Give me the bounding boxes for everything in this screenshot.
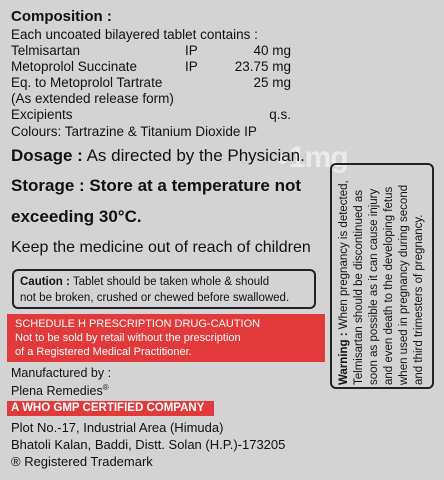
- warning-text: Warning : When pregnancy is detected, Telmisartan should be discontinued as soon as possible as it can cause injury and even death to the developing fetus when used in pregnancy during second and third trimesters of pregnancy.: [338, 180, 425, 385]
- caution-label: Caution :: [20, 276, 70, 288]
- colours-line: Colours: Tartrazine & Titanium Dioxide IP: [11, 124, 257, 139]
- composition-row-telmisartan: [11, 43, 291, 58]
- keep-out-of-reach: Keep the medicine out of reach of children: [11, 239, 311, 256]
- caution-line-2: not be broken, crushed or chewed before swallowed.: [20, 292, 290, 304]
- manufacturer-name: Plena Remedies®: [11, 383, 109, 399]
- storage-line-1: Storage : Store at a temperature not: [11, 176, 302, 195]
- registered-trademark: ® Registered Trademark: [11, 454, 153, 469]
- composition-row-tartrate: [11, 75, 291, 90]
- ingredient-amount: 25 mg: [253, 75, 291, 90]
- schedule-h-box: [7, 314, 325, 362]
- gmp-banner: A WHO GMP CERTIFIED COMPANY: [7, 401, 214, 416]
- ingredient-name: Eq. to Metoprolol Tartrate: [11, 75, 163, 90]
- manufactured-by: Manufactured by :: [11, 366, 112, 380]
- ingredient-grade: IP: [185, 43, 198, 58]
- composition-heading: Composition :: [11, 8, 112, 25]
- composition-row-metoprolol: [11, 59, 291, 74]
- dosage-line: [11, 146, 305, 166]
- registered-mark: ®: [102, 383, 109, 392]
- excipients-qty: q.s.: [269, 107, 291, 122]
- watermark: 1mg: [278, 141, 348, 175]
- schedule-line-3: of a Registered Medical Practitioner.: [15, 346, 192, 358]
- ingredient-amount: 40 mg: [253, 43, 291, 58]
- ingredient-name: Telmisartan: [11, 43, 81, 58]
- caution-box: [12, 269, 316, 309]
- ingredient-amount: 23.75 mg: [234, 59, 291, 74]
- warning-label: Warning :: [338, 332, 350, 385]
- ingredient-name: Metoprolol Succinate: [11, 59, 138, 74]
- dosage-label: Dosage :: [11, 146, 83, 165]
- excipients-row: [11, 107, 291, 122]
- release-note: (As extended release form): [11, 91, 174, 106]
- schedule-line-2: Not to be sold by retail without the prescription: [15, 332, 241, 344]
- ingredient-grade: IP: [185, 59, 198, 74]
- composition-intro: Each uncoated bilayered tablet contains :: [11, 27, 258, 42]
- address-line-2: Bhatoli Kalan, Baddi, Distt. Solan (H.P.)-173205: [11, 437, 286, 452]
- excipients-label: Excipients: [11, 107, 73, 122]
- caution-line-1: Caution : Tablet should be taken whole & should: [20, 276, 270, 288]
- schedule-line-1: SCHEDULE H PRESCRIPTION DRUG-CAUTION: [15, 318, 261, 330]
- storage-line-2: exceeding 30°C.: [11, 207, 142, 226]
- dosage-text: As directed by the Physician.: [82, 146, 305, 165]
- warning-box: [330, 163, 434, 389]
- address-line-1: Plot No.-17, Industrial Area (Himuda): [11, 420, 224, 435]
